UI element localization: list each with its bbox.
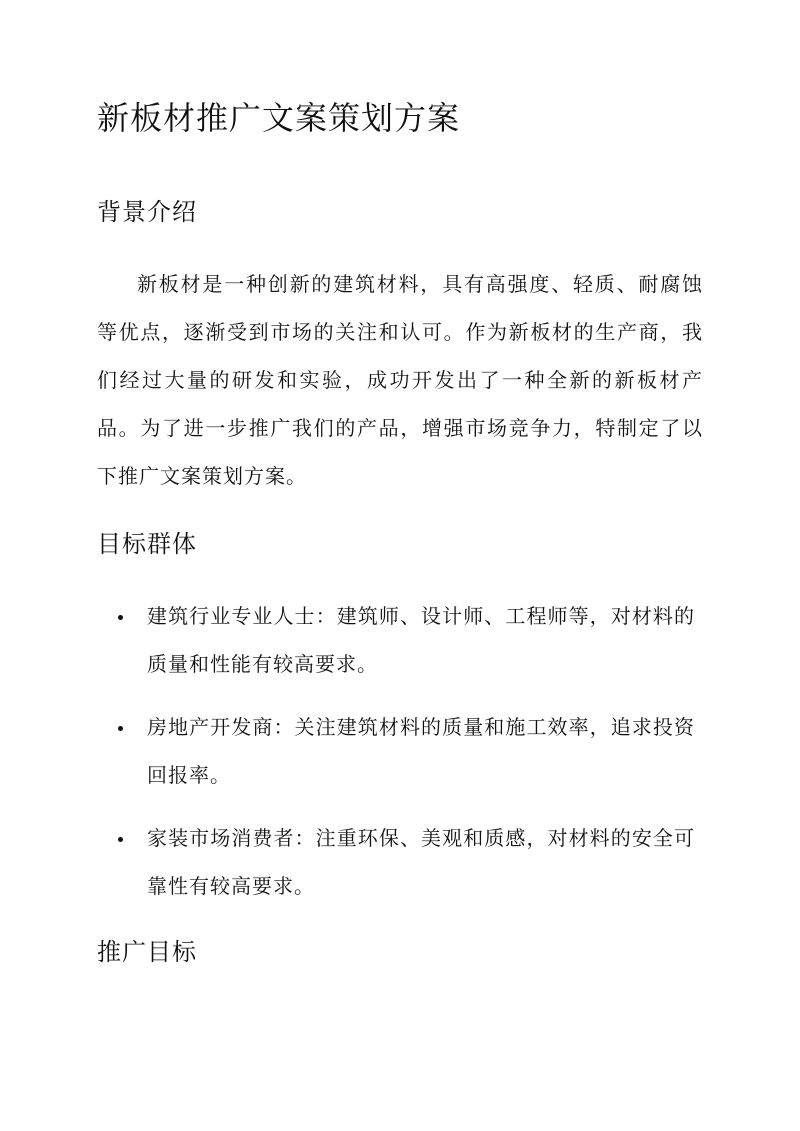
bullet-icon — [118, 726, 123, 731]
list-item-text: 家装市场消费者：注重环保、美观和质感，对材料的安全可靠性有较高要求。 — [147, 826, 695, 898]
section-heading-target-group: 目标群体 — [97, 530, 197, 558]
list-item-text: 房地产开发商：关注建筑材料的质量和施工效率，追求投资回报率。 — [147, 715, 695, 787]
section-heading-background: 背景介绍 — [97, 198, 197, 226]
bullet-icon — [118, 837, 123, 842]
background-paragraph: 新板材是一种创新的建筑材料，具有高强度、轻质、耐腐蚀等优点，逐渐受到市场的关注和认可。作为新板材的生产商，我们经过大量的研发和实验，成功开发出了一种全新的新板材产品。为了进一步推广我们的产品，增强市场竞争力，特制定了以下推广文案策划方案。 — [97, 272, 703, 488]
bullet-icon — [118, 615, 123, 620]
document-title: 新板材推广文案策划方案 — [97, 99, 461, 137]
section-heading-promotion-goal: 推广目标 — [97, 938, 197, 966]
list-item-text: 建筑行业专业人士：建筑师、设计师、工程师等，对材料的质量和性能有较高要求。 — [147, 604, 695, 676]
